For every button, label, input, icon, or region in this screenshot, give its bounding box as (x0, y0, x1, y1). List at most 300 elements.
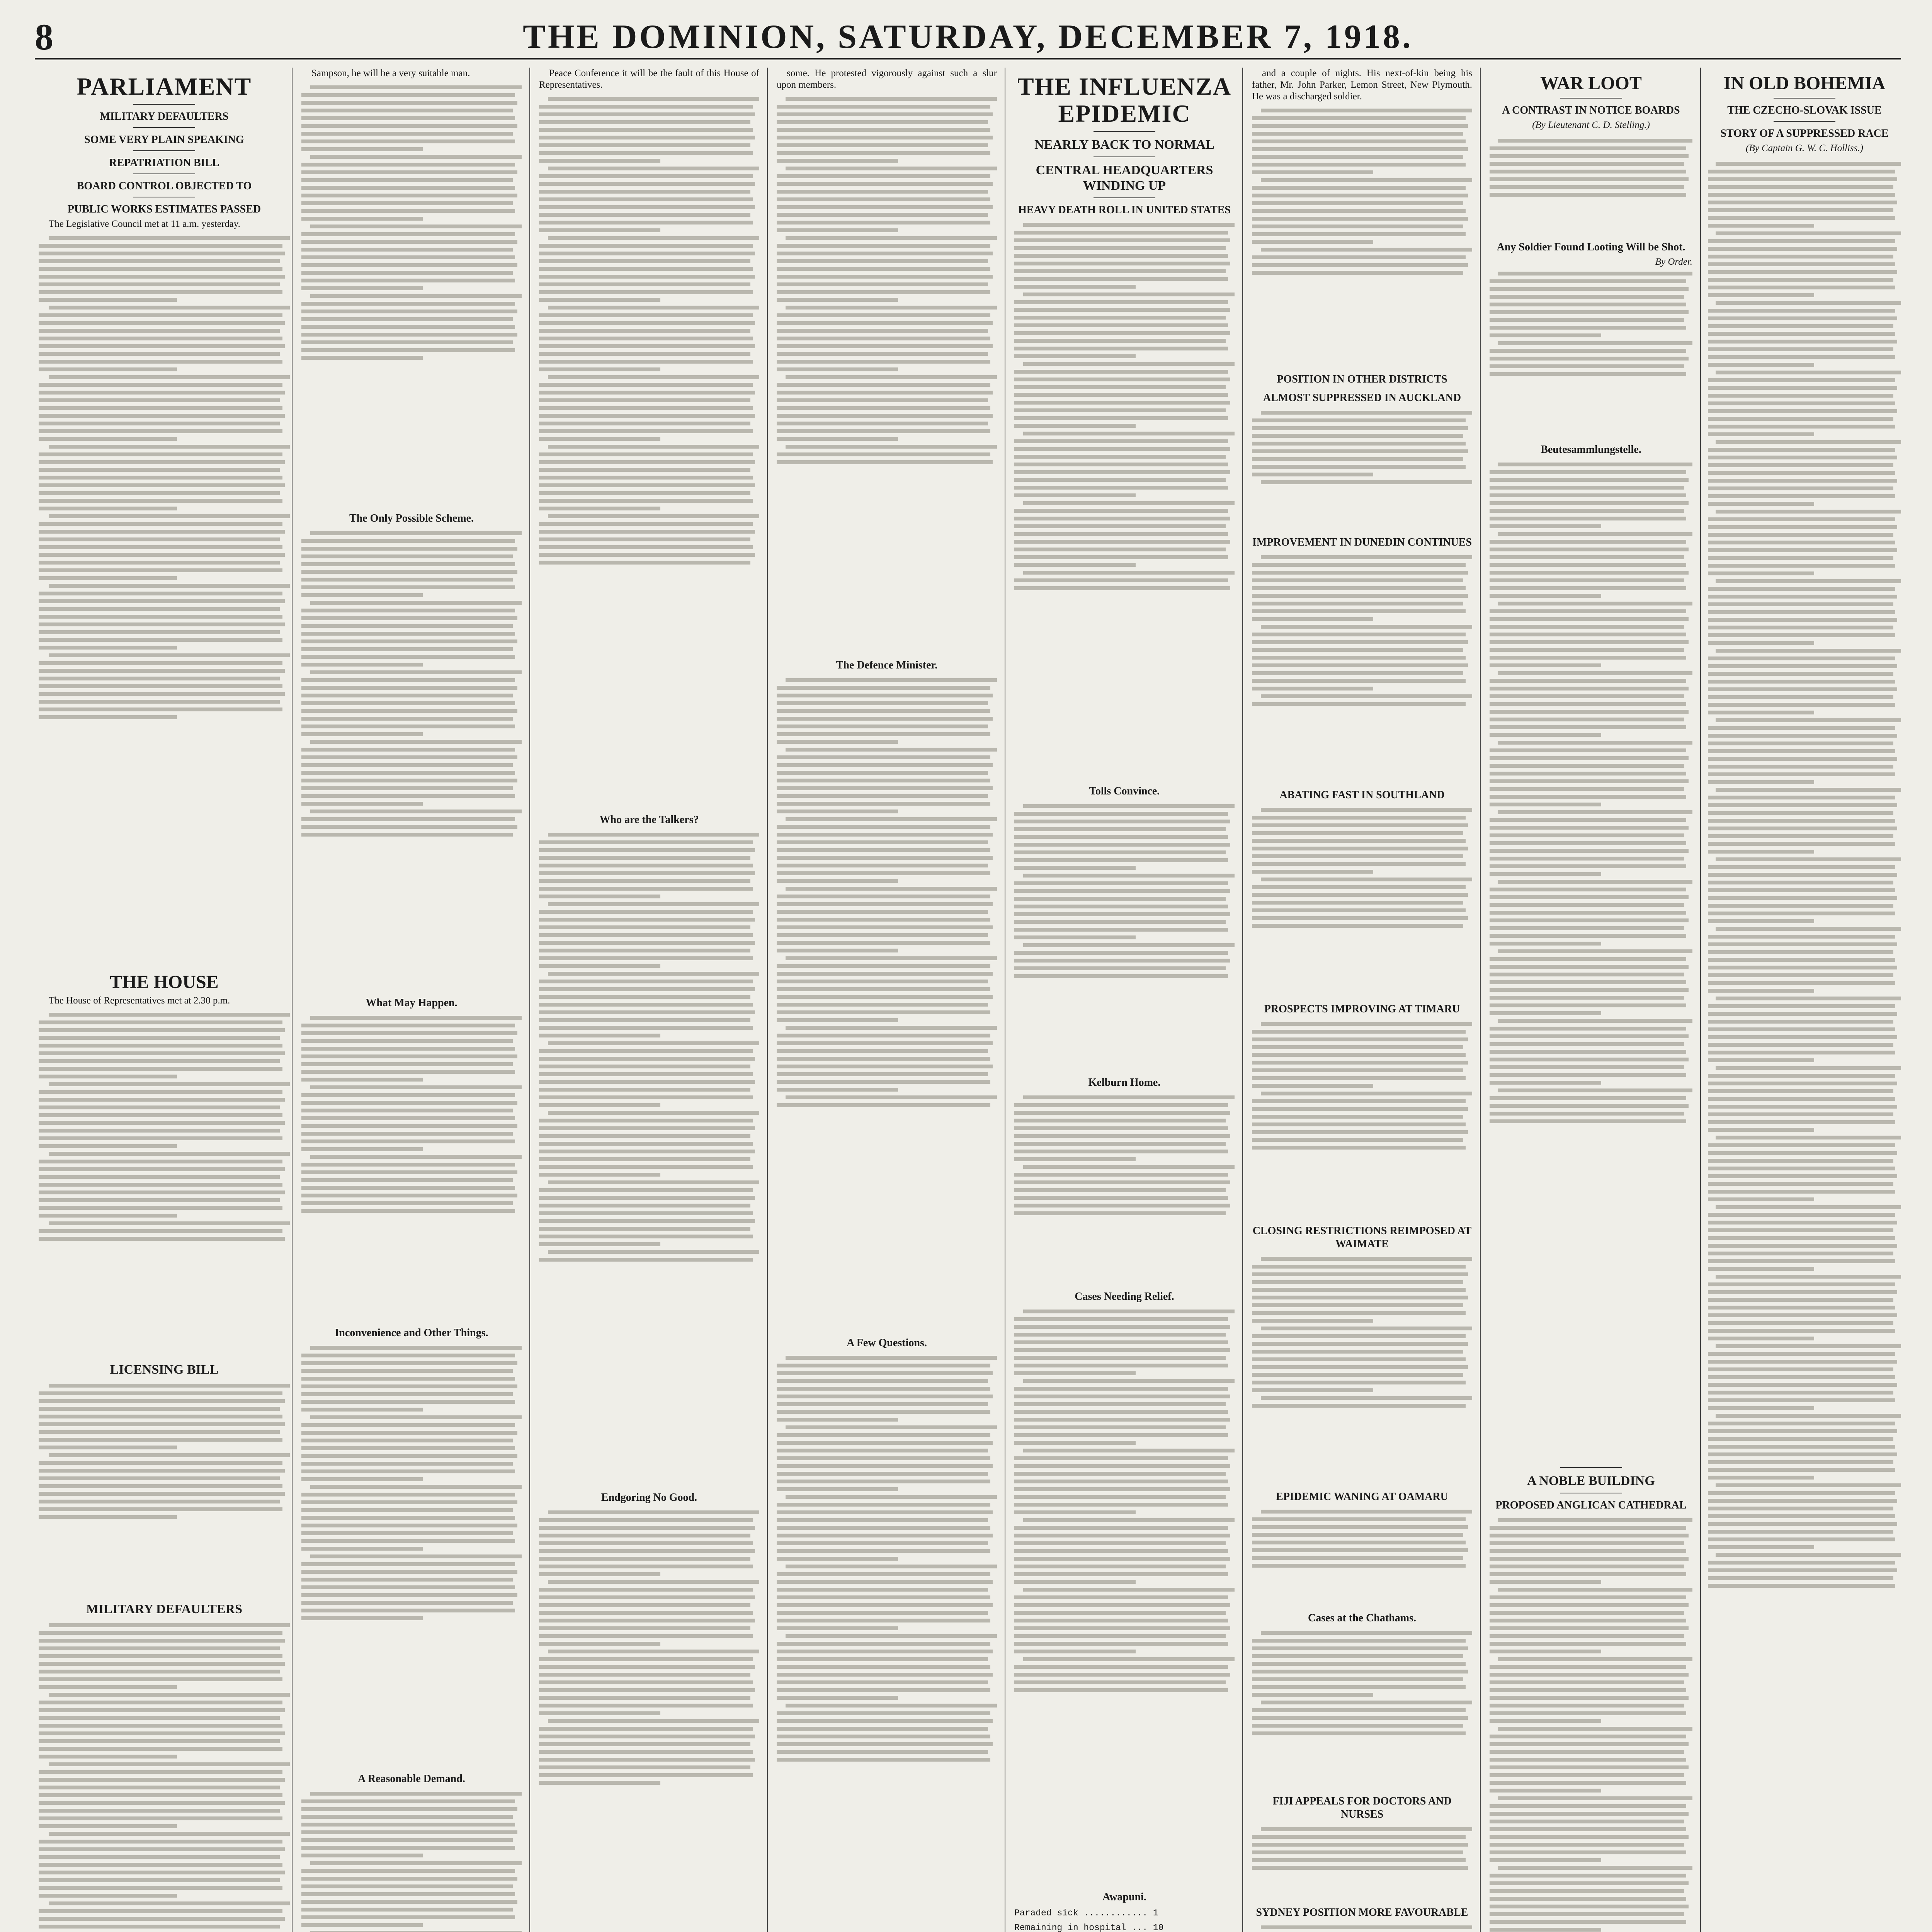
text-line (539, 1242, 660, 1246)
text-line (777, 136, 993, 139)
text-line (539, 1018, 750, 1022)
text-line (777, 1696, 898, 1700)
text-line (1490, 918, 1689, 922)
text-line (301, 647, 513, 651)
text-line (1023, 501, 1235, 505)
text-line (1252, 1146, 1466, 1150)
subheading: ALMOST SUPPRESSED IN AUCKLAND (1263, 392, 1461, 404)
text-line (1252, 1835, 1466, 1839)
text-line (777, 686, 990, 690)
text-line (777, 1456, 990, 1460)
text-line (777, 1742, 993, 1746)
body-text-block (1490, 1514, 1692, 1932)
text-line (1252, 1693, 1373, 1697)
text-line (548, 514, 759, 518)
text-line (1252, 1724, 1463, 1728)
text-line (301, 833, 513, 837)
text-line (39, 491, 280, 495)
text-line (1023, 1518, 1235, 1522)
text-line (1252, 908, 1466, 912)
text-line (1490, 555, 1684, 559)
text-line (539, 1673, 750, 1677)
text-line (1490, 795, 1686, 799)
body-text-block (1252, 105, 1472, 367)
text-line (39, 1476, 280, 1480)
text-line (1708, 796, 1895, 799)
text-line (39, 329, 280, 333)
subheading: HEAVY DEATH ROLL IN UNITED STATES (1018, 204, 1231, 216)
text-line (1014, 1387, 1228, 1391)
text-line (39, 275, 285, 279)
text-line (786, 1026, 997, 1030)
text-line (1708, 958, 1895, 962)
text-line (539, 1088, 750, 1092)
text-line (777, 1603, 993, 1607)
text-line (1498, 1019, 1692, 1023)
lead-paragraph: some. He protested vigorously against such a slur upon members. (777, 68, 997, 90)
text-line (1490, 942, 1601, 946)
text-line (539, 205, 755, 209)
text-line (1014, 1371, 1136, 1375)
text-line (39, 1909, 282, 1913)
text-line (539, 290, 753, 294)
text-line (548, 1041, 759, 1045)
text-line (1490, 486, 1684, 490)
text-line (1708, 541, 1895, 544)
text-line (548, 1510, 759, 1514)
text-line (1716, 579, 1901, 583)
text-line (1708, 1112, 1893, 1116)
text-line (1023, 223, 1235, 227)
text-line (310, 1415, 522, 1419)
text-line (1252, 1533, 1463, 1537)
text-line (39, 1144, 177, 1148)
text-line (1708, 1329, 1895, 1333)
text-line (1014, 889, 1230, 893)
text-line (777, 1673, 993, 1677)
text-line (1708, 1321, 1893, 1325)
text-line (301, 1846, 515, 1850)
text-line (539, 1665, 755, 1669)
text-line (301, 748, 515, 752)
text-line (301, 310, 517, 313)
text-line (1490, 1058, 1689, 1061)
text-line (39, 1724, 282, 1728)
subheading: PUBLIC WORKS ESTIMATES PASSED (67, 203, 261, 215)
text-line (39, 267, 282, 271)
text-line (301, 1377, 515, 1381)
text-line (777, 1626, 898, 1630)
text-line (1708, 1228, 1893, 1232)
text-line (1014, 1619, 1228, 1622)
text-line (777, 105, 990, 109)
text-line (548, 236, 759, 240)
text-line (777, 1619, 990, 1622)
text-line (548, 833, 759, 837)
text-line (1490, 185, 1684, 189)
text-line (1252, 1357, 1466, 1361)
text-line (1708, 1213, 1895, 1217)
text-line (1261, 1701, 1472, 1704)
lead-paragraph: The House of Representatives met at 2.30 p.m. (49, 995, 230, 1006)
text-line (777, 825, 990, 829)
text-line (1252, 594, 1468, 598)
text-line (301, 124, 517, 128)
text-line (548, 375, 759, 379)
section-heading: FIJI APPEALS FOR DOCTORS AND NURSES (1272, 1795, 1452, 1820)
text-line (1708, 1120, 1895, 1124)
text-line (310, 810, 522, 813)
text-line (777, 1688, 990, 1692)
text-line (777, 1510, 993, 1514)
text-line (539, 321, 755, 325)
text-line (777, 367, 898, 371)
text-line (1014, 254, 1228, 258)
text-line (539, 918, 755, 922)
text-line (1708, 1422, 1895, 1425)
text-line (1708, 363, 1814, 367)
text-line (1490, 857, 1684, 861)
text-line (539, 1657, 753, 1661)
text-line (310, 1861, 522, 1865)
subheading: SOME VERY PLAIN SPEAKING (84, 134, 244, 146)
text-line (1014, 262, 1230, 265)
text-line (1490, 988, 1689, 992)
text-line (1014, 277, 1228, 281)
subheading: Inconvenience and Other Things. (335, 1327, 488, 1339)
text-line (1252, 924, 1463, 928)
text-line (1014, 1472, 1226, 1476)
text-line (1014, 1204, 1230, 1208)
text-line (777, 1719, 993, 1723)
text-line (1708, 448, 1895, 452)
text-line (1490, 1634, 1684, 1638)
text-line (539, 1711, 660, 1715)
text-line (1708, 1561, 1895, 1565)
text-line (1708, 772, 1895, 776)
column-8-bohemia (1708, 68, 1901, 1932)
text-line (1014, 231, 1228, 235)
text-line (777, 794, 988, 798)
text-line (1023, 1165, 1235, 1169)
text-line (1014, 1433, 1228, 1437)
text-line (301, 1209, 515, 1213)
text-line (1490, 864, 1686, 868)
text-line (301, 109, 513, 112)
text-line (1490, 1835, 1689, 1839)
subheading: A Few Questions. (847, 1337, 927, 1349)
text-line (1708, 193, 1895, 197)
text-line (1252, 702, 1466, 706)
text-line (301, 1201, 513, 1205)
text-line (777, 1642, 990, 1646)
text-line (39, 1492, 285, 1496)
text-line (786, 1425, 997, 1429)
text-line (1490, 895, 1689, 899)
text-line (539, 1072, 753, 1076)
text-line (539, 275, 755, 279)
text-line (39, 507, 177, 510)
text-line (1252, 1342, 1468, 1346)
text-line (1252, 1525, 1468, 1529)
text-line (1014, 1119, 1226, 1122)
text-line (777, 337, 990, 340)
text-line (1252, 1053, 1466, 1057)
text-line (301, 1454, 517, 1458)
text-line (1014, 935, 1136, 939)
text-line (301, 1039, 513, 1043)
text-line (301, 763, 513, 767)
subheading: What May Happen. (366, 997, 457, 1009)
text-line (1014, 1211, 1226, 1215)
text-line (1252, 1564, 1466, 1568)
text-line (1252, 1654, 1463, 1658)
text-line (1014, 246, 1226, 250)
text-line (1490, 1905, 1689, 1908)
text-line (777, 786, 993, 790)
subheading: PROPOSED ANGLICAN CATHEDRAL (1495, 1499, 1687, 1511)
text-line (301, 101, 517, 105)
text-line (1708, 780, 1814, 784)
text-line (1490, 656, 1686, 660)
text-line (539, 1557, 750, 1561)
text-line (1708, 1027, 1895, 1031)
text-line (1490, 357, 1689, 361)
text-line (1261, 555, 1472, 559)
stats-group-title: Awapuni. (1102, 1891, 1146, 1903)
section-heading: CENTRAL HEADQUARTERS WINDING UP (1036, 163, 1213, 193)
text-line (301, 609, 515, 612)
text-line (777, 1049, 988, 1053)
text-line (1252, 1670, 1468, 1673)
body-text-block (1014, 219, 1235, 779)
text-line (39, 298, 177, 302)
text-line (1490, 279, 1686, 283)
text-line (39, 1399, 285, 1403)
text-line (1498, 880, 1692, 884)
text-line (1252, 1381, 1466, 1384)
text-line (1252, 1334, 1466, 1338)
text-line (539, 136, 755, 139)
text-line (1023, 1379, 1235, 1383)
text-line (39, 1855, 280, 1859)
section-heading: IN OLD BOHEMIA (1723, 73, 1886, 94)
text-line (1014, 1673, 1230, 1677)
text-line (1708, 1576, 1893, 1580)
text-line (1490, 571, 1689, 575)
text-line (1261, 109, 1472, 112)
body-text-block (1708, 158, 1901, 1932)
divider (1774, 121, 1835, 122)
text-line (39, 1075, 177, 1078)
text-line (1716, 857, 1901, 861)
text-line (39, 715, 177, 719)
text-line (1014, 378, 1230, 381)
text-line (539, 879, 750, 883)
text-line (39, 638, 282, 642)
text-line (301, 539, 515, 543)
text-line (777, 1580, 993, 1584)
text-line (1708, 1159, 1893, 1163)
text-line (1708, 479, 1897, 483)
text-line (39, 1121, 285, 1125)
text-line (539, 553, 755, 557)
text-line (539, 964, 660, 968)
text-line (1716, 1414, 1901, 1418)
text-line (1716, 1066, 1901, 1070)
text-line (1708, 1221, 1897, 1225)
text-line (1014, 463, 1228, 466)
subheading: A CONTRAST IN NOTICE BOARDS (1502, 104, 1680, 116)
text-line (301, 1877, 517, 1881)
text-line (1716, 718, 1901, 722)
text-line (39, 622, 285, 626)
section-heading: WAR LOOT (1540, 73, 1642, 94)
text-line (39, 1662, 285, 1666)
text-line (1014, 1510, 1136, 1514)
text-line (777, 1395, 993, 1398)
text-line (1708, 865, 1895, 869)
divider (133, 150, 195, 151)
text-line (301, 1369, 513, 1373)
text-line (301, 1354, 515, 1357)
text-line (1490, 1104, 1689, 1108)
text-line (1490, 888, 1686, 891)
text-line (1490, 633, 1686, 636)
divider (1774, 98, 1835, 99)
text-line (1708, 425, 1895, 429)
text-line (39, 1770, 282, 1774)
text-line (1490, 1874, 1686, 1878)
text-line (786, 1634, 997, 1638)
text-line (1023, 1095, 1235, 1099)
text-line (777, 329, 988, 333)
text-line (1252, 426, 1468, 430)
text-line (539, 1227, 750, 1231)
text-line (1014, 1611, 1226, 1615)
text-line (539, 1595, 755, 1599)
body-text-block (1252, 804, 1472, 997)
text-line (301, 1601, 513, 1605)
text-line (1716, 1136, 1901, 1139)
subheading: The Defence Minister. (836, 659, 938, 671)
text-line (301, 1408, 423, 1412)
text-line (1490, 1611, 1684, 1615)
text-line (39, 1098, 285, 1102)
text-line (1252, 1061, 1468, 1065)
text-line (539, 887, 753, 891)
text-line (539, 1119, 753, 1122)
text-line (1490, 193, 1686, 197)
text-line (1708, 664, 1897, 668)
text-line (301, 1854, 423, 1857)
text-line (1490, 1711, 1686, 1715)
text-line (539, 1049, 753, 1053)
column-rule (1700, 68, 1701, 1932)
body-text-block (1490, 459, 1692, 1463)
text-line (1252, 870, 1373, 874)
text-line (1490, 1595, 1686, 1599)
text-line (1490, 849, 1689, 853)
text-line (539, 174, 753, 178)
text-line (1490, 625, 1684, 629)
body-text-block (1252, 1018, 1472, 1219)
text-line (1014, 478, 1226, 482)
text-line (1014, 1317, 1228, 1321)
text-line (1014, 951, 1228, 955)
section-heading: SYDNEY POSITION MORE FAVOURABLE (1256, 1906, 1468, 1918)
text-line (1708, 610, 1895, 614)
text-line (1014, 1410, 1228, 1414)
text-line (1252, 602, 1463, 605)
text-line (1252, 1122, 1466, 1126)
text-line (39, 677, 280, 680)
column-5-influenza (1014, 68, 1235, 1932)
column-rule (1242, 68, 1243, 1932)
text-line (1490, 787, 1684, 791)
text-line (777, 143, 988, 147)
text-line (1252, 1130, 1468, 1134)
text-line (1252, 116, 1466, 120)
text-line (1708, 626, 1893, 629)
text-line (1708, 1499, 1897, 1503)
text-line (39, 1113, 282, 1117)
text-line (786, 306, 997, 310)
text-line (1023, 293, 1235, 296)
text-line (539, 352, 750, 356)
body-text-block (1252, 407, 1472, 531)
text-line (1014, 347, 1228, 350)
text-line (1708, 309, 1895, 313)
text-line (1490, 524, 1601, 528)
text-line (39, 414, 285, 418)
text-line (777, 895, 990, 898)
text-line (1023, 1310, 1235, 1313)
text-line (1498, 272, 1692, 276)
body-text-block (1014, 1306, 1235, 1885)
text-line (1252, 1646, 1468, 1650)
text-line (539, 1518, 753, 1522)
text-line (1261, 694, 1472, 698)
text-line (1252, 563, 1466, 567)
text-line (1252, 124, 1468, 128)
text-line (539, 429, 753, 433)
text-line (301, 1609, 515, 1612)
text-line (539, 329, 750, 333)
text-line (777, 1680, 988, 1684)
text-line (539, 545, 753, 549)
text-line (301, 1178, 513, 1182)
text-line (39, 1198, 280, 1202)
text-line (1708, 463, 1893, 467)
text-line (539, 1680, 753, 1684)
text-line (1252, 609, 1466, 613)
text-line (1708, 873, 1897, 877)
text-line (1490, 1050, 1686, 1054)
text-line (539, 1773, 753, 1777)
text-line (39, 383, 282, 387)
text-line (1490, 1812, 1689, 1816)
text-line (1252, 170, 1373, 174)
text-line (1498, 1866, 1692, 1870)
text-line (539, 499, 753, 503)
text-line (1716, 927, 1901, 931)
text-line (301, 1031, 517, 1035)
text-line (548, 1580, 759, 1584)
text-line (1708, 1476, 1814, 1480)
text-line (301, 1132, 513, 1136)
text-line (1490, 841, 1686, 845)
